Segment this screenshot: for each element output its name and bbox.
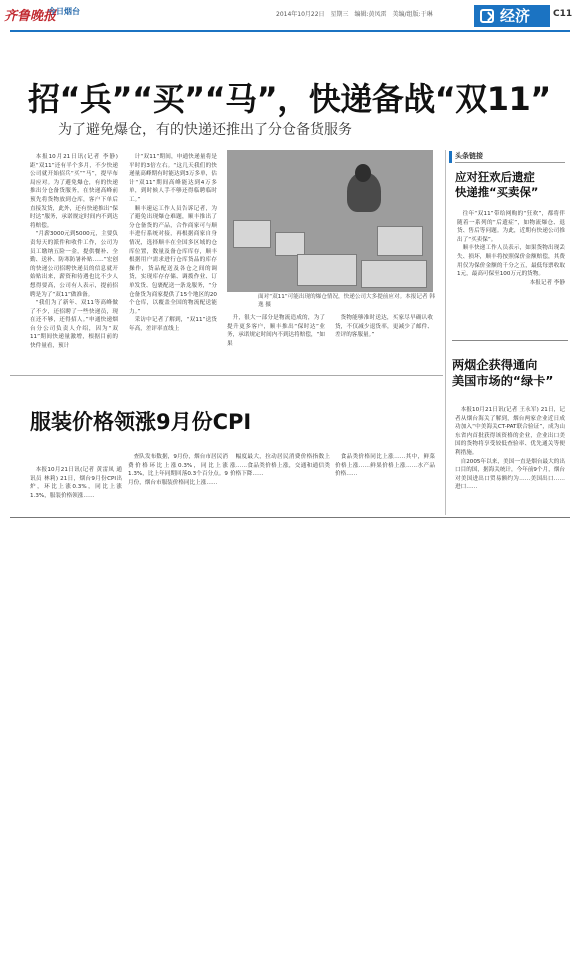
paragraph: 食品类价格同比上涨……其中，鲜菜价格上涨……鲜果价格上涨……水产品价格…… xyxy=(335,454,435,478)
paragraph: 计“双11”期间，申通快递量将是平时的3倍左右。“这几天我们的快递量高峰期有时能达到3万多单，估计“双11”期间高峰能达到4万多单，到时候人手不够还得临聘临时工。” xyxy=(129,154,217,203)
story1-column-1 xyxy=(30,153,118,373)
sidebar-story-2 xyxy=(455,406,565,514)
sidebar-headline-1 xyxy=(455,170,538,200)
headline-line: 应对狂欢后遗症 xyxy=(455,170,535,184)
page-number: C11 xyxy=(553,9,573,19)
byline: 本报记者 李静 xyxy=(529,279,565,286)
headline-line: 两烟企获得通向 xyxy=(452,358,538,372)
paragraph: 顺丰速运工作人员告诉记者，为了避免出现爆仓难题，顺丰推出了分仓备货的产品，合作商家可与顺丰进行系统对接，再根据商家自身情况，选择顺丰在全国多区域的仓库位置，数量及备仓库库存，顺丰根据用户需求进行仓库货品的库存操作，货品配送及各仓之间的调货，实现库存存储、调拨作业、订单发货、包裹配送一条龙服务，“分仓备货为商家提供了15个地区的20个仓库，以覆盖全国的物流配送能力。” xyxy=(129,205,217,315)
paragraph: 幅度最大，拉动居民消费价格指数上涨……食品类价格上涨，交通和通信类价格下降…… xyxy=(230,454,330,478)
sidebar-tag xyxy=(455,151,565,163)
column-divider xyxy=(445,150,446,515)
courier-head xyxy=(355,164,371,182)
masthead-logo: 齐鲁晚报 xyxy=(4,9,57,24)
paragraph: 本报10月21日讯(记者 王永军) 21日，记者从烟台海关了解到，烟台两家企业近日成功加入“中美海关CT-PAT联合验证”，成为山东省内首批获得该资格的企业，企业出口美国的货物将享受较低查验率、优先通关等便利措施。 xyxy=(455,407,565,456)
story1-column-3 xyxy=(227,314,325,374)
header-rule xyxy=(10,30,570,32)
story1-column-4 xyxy=(335,314,433,374)
paragraph: “月薪3000元到5000元，主要负责每天的派件和收件工作，公司为员工缴纳五险一金，提供餐补、全勤、送补、防寒防暑补贴……”宏创的快递公司招聘快递员的信息就开始贴出来，薪资和待遇也比不少人想得要高，公司有人表示，提前招聘是为了“双11”做准备。 xyxy=(30,231,118,298)
paragraph: 本报10月21日讯(记者 黄雷凤 通讯员 林莉) 21日，烟台9月份CPI出炉，环比上涨0.3%，同比上涨1.3%，服装价格领涨…… xyxy=(30,467,122,499)
sidebar-story-1 xyxy=(457,210,565,320)
headline-line: 快递推“买卖保” xyxy=(455,185,539,199)
story2-column-4 xyxy=(335,453,435,513)
issue-meta: 2014年10月22日 星期三 编辑:黄凤雷 美编/组版:于琳 xyxy=(276,11,433,18)
sidebar-divider xyxy=(452,340,568,341)
paragraph: 采访中记者了解到，“双11”送货年高，差评率直线上 xyxy=(129,317,217,332)
main-headline: 招“兵”“买”“马”，快递备战“双11” xyxy=(28,80,551,118)
sidebar-accent xyxy=(449,151,452,163)
parcel-box xyxy=(275,232,305,256)
paragraph: 货物能够准时送达，买家尽早确认收货，不仅减少退货率，更减少了邮件、差评的客服量。” xyxy=(335,315,433,339)
paragraph: “我们为了新年、双11等高峰做了不少，还招聘了一些快递员，现在还不够，还得招人。”申通快递烟台分公司负责人介绍，因为“双11”期间快递量激增，根据目前的快件量看，预计 xyxy=(30,300,118,350)
cpi-headline: 服装价格领涨9月份CPI xyxy=(30,410,252,434)
paragraph: 查队发布数据，9月份，烟台市居民消费价格环比上涨0.3%，同比上涨1.3%，比上年同期回落0.3个百分点。9月份，烟台市服装价格同比上涨…… xyxy=(128,454,228,486)
news-photo xyxy=(227,150,433,292)
paragraph: 本报10月21日讯(记者 李静) 距“双11”还有半个多月，不少快递公司就开始招兵“买”“马”，提早布局应对。为了避免爆仓，有的快递推出分仓备货服务，在快递高峰前预先将货物放到仓库，客户下单后直接发货，此外，还有快递推出“保时达”服务，承诺规定时间内不到达将赔偿。 xyxy=(30,154,118,229)
section-title: 经济 xyxy=(500,7,531,25)
edition-label: 今日烟台 xyxy=(48,7,80,16)
paragraph: 顺丰快递工作人员表示，如果货物出现丢失、损坏，顺丰将按照保价金额赔偿，其费用仅为保价金额的千分之五，最低每票收取1元，最高可保至100万元的货物。 xyxy=(457,245,565,278)
section-badge xyxy=(474,5,550,27)
page-header xyxy=(0,0,580,30)
section-arrow-icon xyxy=(480,9,494,23)
story2-column-1 xyxy=(30,466,122,516)
paragraph: 升，很大一部分是物流造成的，为了提升更多客户，顺丰推出“保时达”业务，承诺规定时间内不到达将赔偿，“如果 xyxy=(227,315,325,347)
parcel-box xyxy=(297,254,357,286)
paragraph: 往年“双11”带给网购的“狂欢”，都将伴随着一系列的“后遗症”，如物流爆仓、退货、售后等问题。为此，近期有快递公司推出了“买卖保”。 xyxy=(457,211,565,243)
story-divider xyxy=(10,375,443,376)
main-subhead: 为了避免爆仓，有的快递还推出了分仓备货服务 xyxy=(58,122,352,138)
photo-caption: 面对“双11”可能出现的爆仓情况，快递公司大多提前应对。本报记者 韩逸 摄 xyxy=(258,294,435,308)
story1-column-2 xyxy=(129,153,217,373)
story2-column-2 xyxy=(128,453,228,513)
parcel-box xyxy=(377,226,423,256)
page-bottom-rule xyxy=(10,517,570,518)
paragraph: 自2005年以来，美国一直是烟台最大的出口目的国，据海关统计，今年前9个月，烟台对美国进出口贸易额约为……美国出口……进口…… xyxy=(455,458,565,491)
sidebar-tag-label: 头条链接 xyxy=(455,152,483,160)
headline-line: 美国市场的“绿卡” xyxy=(452,374,554,388)
sidebar-headline-2 xyxy=(452,357,553,389)
parcel-box xyxy=(233,220,271,248)
empty-page-area xyxy=(0,520,580,975)
parcel-box xyxy=(361,260,427,288)
story2-column-3 xyxy=(230,453,330,513)
